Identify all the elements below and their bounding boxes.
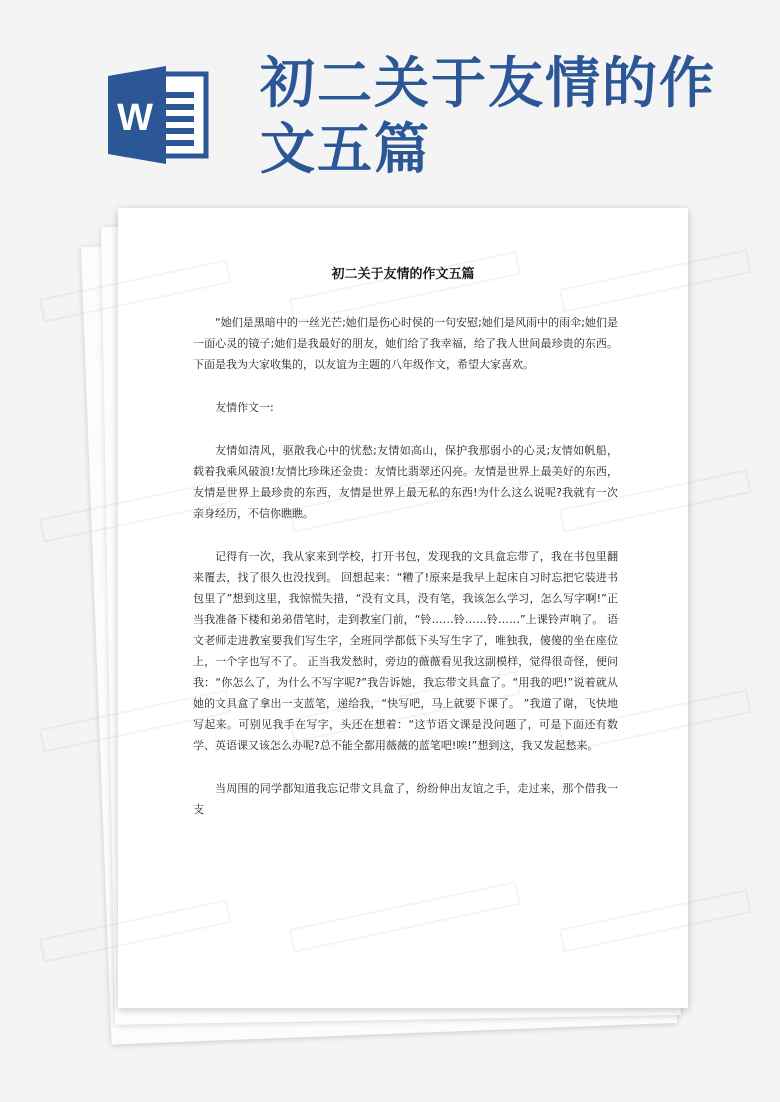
word-document-icon bbox=[108, 66, 212, 164]
paragraph: 当周围的同学都知道我忘记带文具盒了，纷纷伸出友谊之手，走过来，那个借我一支 bbox=[193, 782, 618, 816]
paragraph: 友情如清风，驱散我心中的忧愁;友情如高山，保护我那弱小的心灵;友情如帆船，载着我乘风破浪!友情比珍珠还金贵：友情比翡翠还闪亮。友情是世界上最美好的东西，友情是世界上最珍贵的东西，友情是世界上最无私的东西!为什么这么说呢?我就有一次亲身经历，不信你瞧瞧。 bbox=[193, 444, 618, 520]
section-heading: 友情作文一: bbox=[215, 401, 274, 414]
svg-text:W: W bbox=[117, 97, 153, 139]
paragraph-intro: “她们是黑暗中的一丝光芒;她们是伤心时侯的一句安慰;她们是风雨中的雨伞;她们是一面心灵的镜子;她们是我最好的朋友，她们给了我幸福，给了我人世间最珍贵的东西。下面是我为大家收集的，以友谊为主题的八年级作文，希望大家喜欢。 bbox=[193, 316, 619, 371]
page-title: 初二关于友情的作文五篇 bbox=[260, 50, 717, 181]
document-page bbox=[118, 208, 688, 1008]
app-icon-word bbox=[108, 66, 212, 164]
document-body bbox=[193, 312, 618, 842]
paragraph: 记得有一次，我从家来到学校，打开书包，发现我的文具盒忘带了，我在书包里翻来覆去，找了很久也没找到。 回想起来：“糟了!原来是我早上起床自习时忘把它装进书包里了”想到这里，我惊慌失措，“没有文具，没有笔，我该怎么学习，怎么写字啊!”正当我准备下楼和弟弟借笔时，走到教室门前，“铃……铃……铃……”上课铃声响了。 语文老师走进教室要我们写生字，全班同学都低下头写生字了，唯独我，傻傻的坐在座位上，一个字也写不了。 正当我发愁时，旁边的薇薇看见我这副模样，觉得很奇怪，便问我：“你怎么了，为什么不写字呢?”我告诉她，我忘带文具盒了。“用我的吧!”说着就从她的文具盒了拿出一支蓝笔，递给我，“快写吧，马上就要下课了。 ”我道了谢，飞快地写起来。可别见我手在写字，头还在想着：“这节语文课是没问题了，可是下面还有数学、英语课又该怎么办呢?总不能全都用薇薇的蓝笔吧!唉!”想到这，我又发起愁来。 bbox=[193, 550, 618, 752]
document-title: 初二关于友情的作文五篇 bbox=[331, 267, 475, 282]
